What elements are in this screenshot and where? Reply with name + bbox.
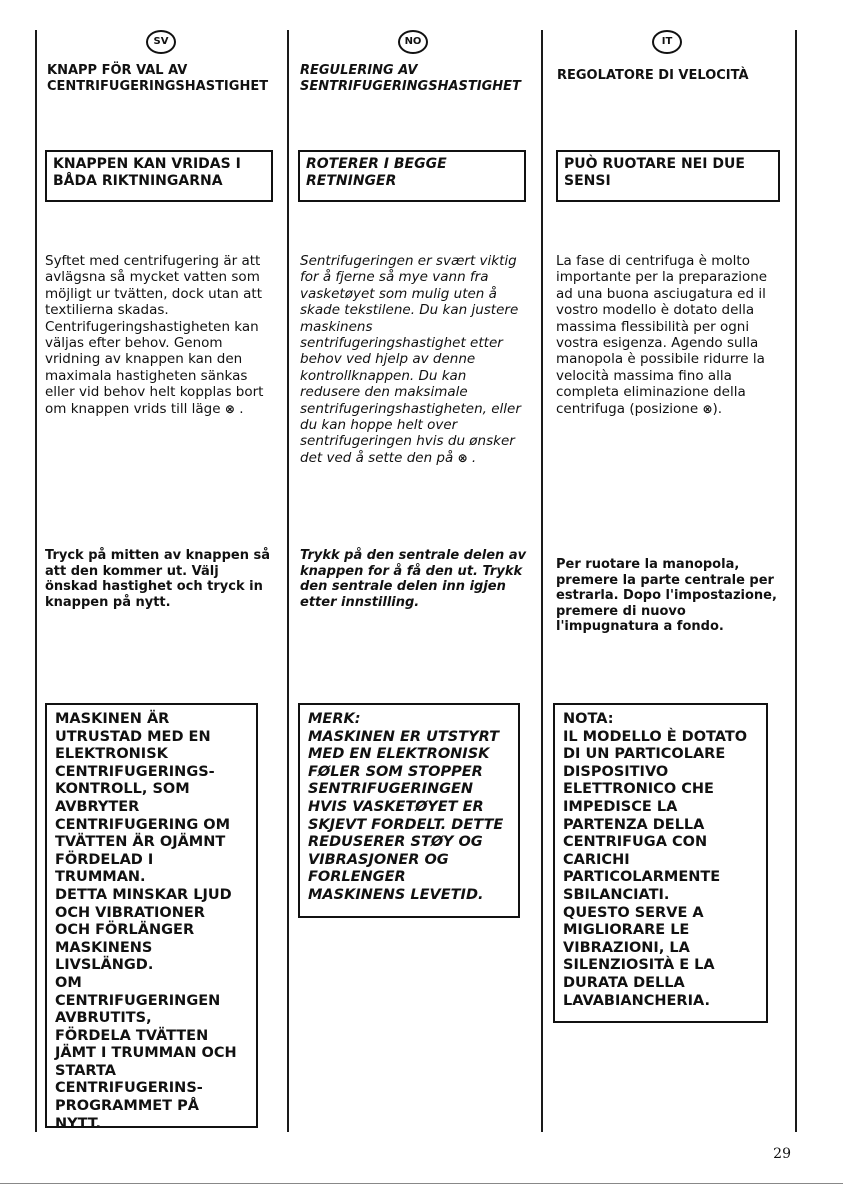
- instruction-no: Trykk på den sentrale delen av knappen for å få den ut. Trykk den sentrale delen inn igjen etter innstilling.: [300, 548, 527, 610]
- note-line: OCH FÖRLÄNGER: [55, 922, 195, 939]
- note-line: FØLER SOM STOPPER: [308, 763, 483, 780]
- note-line: VIBRASJONER OG: [308, 851, 449, 868]
- body-text-it: [556, 253, 786, 417]
- note-line: CENTRIFUGERINS-: [55, 1080, 203, 1097]
- note-line: DETTA MINSKAR LJUD: [55, 886, 232, 903]
- no-spin-icon: ⊗: [702, 401, 713, 416]
- note-line: FORLENGER: [308, 869, 406, 886]
- column-divider-middle-left: [287, 30, 289, 1132]
- note-line: IMPEDISCE LA: [563, 798, 678, 815]
- note-line: REDUSERER STØY OG: [308, 834, 483, 851]
- note-line: TVÄTTEN ÄR OJÄMNT: [55, 834, 226, 851]
- box-title-no: ROTERER I BEGGE RETNINGER: [298, 150, 526, 202]
- note-line: CENTRIFUGERINGEN: [55, 992, 221, 1009]
- box-title-sv: KNAPPEN KAN VRIDAS I BÅDA RIKTNINGARNA: [45, 150, 273, 202]
- column-divider-right: [795, 30, 797, 1132]
- note-line: FÖRDELAD I TRUMMAN.: [55, 851, 154, 886]
- note-box-sv: [45, 703, 258, 1132]
- language-badge-no: NO: [398, 30, 428, 54]
- note-line: KONTROLL, SOM: [55, 781, 190, 798]
- no-spin-icon: ⊗: [224, 401, 235, 416]
- note-line: JÄMT I TRUMMAN OCH: [55, 1045, 237, 1062]
- note-line: DI UN PARTICOLARE: [563, 746, 726, 763]
- note-line: SENTRIFUGERINGEN: [308, 781, 474, 798]
- note-line: OM: [55, 974, 82, 991]
- note-line: DISPOSITIVO: [563, 763, 669, 780]
- note-line: VIBRAZIONI, LA: [563, 939, 690, 956]
- language-badge-sv: SV: [146, 30, 176, 54]
- note-line: UTRUSTAD MED EN: [55, 728, 211, 745]
- language-badge-it: IT: [652, 30, 682, 54]
- no-spin-icon: ⊗: [457, 450, 468, 465]
- note-line: ELEKTRONISK: [55, 746, 168, 763]
- note-line: PARTICOLARMENTE: [563, 869, 721, 886]
- body-text-sv: Syftet med centrifugering är att avlägsna så mycket vatten som möjligt ur tvätten, dock utan att textilierna skadas. Centrifugeringshastigheten kan väljas efter behov. Genom vridning av knappen kan den maximala hastigheten sänkas eller vid behov helt kopplas bort om knappen vrids till läge ⊗ .: [45, 253, 264, 417]
- note-line: AVBRUTITS,: [55, 1010, 152, 1027]
- note-line: ELETTRONICO CHE: [563, 781, 714, 798]
- note-line: CARICHI: [563, 851, 630, 868]
- note-line: DURATA DELLA: [563, 974, 685, 991]
- note-line: SKJEVT FORDELT. DETTE: [308, 816, 504, 833]
- note-line: CENTRIFUGA CON: [563, 834, 708, 851]
- body-text-it-end: ).: [712, 400, 723, 417]
- note-line: MED EN ELEKTRONISK: [308, 746, 490, 763]
- note-line: SBILANCIATI.: [563, 886, 670, 903]
- note-line: HVIS VASKETØYET ER: [308, 798, 484, 815]
- note-line: MASKINENS: [55, 939, 153, 956]
- note-line: STARTA: [55, 1062, 116, 1079]
- heading-sv: KNAPP FÖR VAL AV CENTRIFUGERINGSHASTIGHET: [47, 63, 269, 94]
- note-line: LIVSLÄNGD.: [55, 957, 154, 974]
- note-line: PARTENZA DELLA: [563, 816, 705, 833]
- note-line: AVBRYTER: [55, 798, 140, 815]
- note-line: SILENZIOSITÀ E LA: [563, 957, 715, 974]
- note-line: IL MODELLO È DOTATO: [563, 728, 748, 745]
- column-divider-middle-right: [541, 30, 543, 1132]
- body-text-no-content: Sentrifugeringen er svært viktig for å fjerne så mye vann fra vasketøyet som mulig uten å skade tekstilene. Du kan justere maskinens sentrifugeringshastighet etter behov ved hjelp av denne kontrollknappen. Du kan redusere den maksimale sentrifugeringshastigheten, eller du kan hoppe helt over sentrifugeringen hvis du ønsker det ved å sette den på: [300, 253, 521, 466]
- body-text-it-content: La fase di centrifuga è molto importante per la preparazione ad una buona asciugatura ed il vostro modello è dotato della massima flessibilità per ogni vostra esigenza. Agendo sulla manopola è possibile ridurre la velocità massima fino alla completa eliminazione della centrifuga (posizione: [556, 253, 768, 417]
- body-text-sv-content: Syftet med centrifugering är att avlägsna så mycket vatten som möjligt ur tvätten, dock utan att textilierna skadas. Centrifugeringshastigheten kan väljas efter behov. Genom vridning av knappen kan den maximala hastigheten sänkas eller vid behov helt kopplas bort om knappen vrids till läge: [45, 253, 264, 417]
- box-title-it: PUÒ RUOTARE NEI DUE SENSI: [556, 150, 780, 202]
- note-box-no: [298, 703, 520, 918]
- heading-no: REGULERING AV SENTRIFUGERINGSHASTIGHET: [300, 63, 521, 94]
- instruction-sv: Tryck på mitten av knappen så att den kommer ut. Välj önskad hastighet och tryck in knappen på nytt.: [45, 548, 270, 610]
- note-line: OCH VIBRATIONER: [55, 904, 205, 921]
- note-line: NOTA:: [563, 711, 614, 727]
- note-line: FÖRDELA TVÄTTEN: [55, 1027, 209, 1044]
- note-line: LAVABIANCHERIA.: [563, 992, 710, 1009]
- note-line: PROGRAMMET PÅ NYTT.: [55, 1098, 199, 1132]
- note-box-it: [553, 703, 768, 1023]
- instruction-it: Per ruotare la manopola, premere la parte centrale per estrarla. Dopo l'impostazione, premere di nuovo l'impugnatura a fondo.: [556, 557, 777, 634]
- footer-rule: [0, 1183, 843, 1184]
- note-line: CENTRIFUGERING OM: [55, 816, 231, 833]
- note-line: CENTRIFUGERINGS-: [55, 763, 215, 780]
- note-line: MASKINEN ÄR: [55, 711, 170, 727]
- body-text-no: Sentrifugeringen er svært viktig for å fjerne så mye vann fra vasketøyet som mulig uten å skade tekstilene. Du kan justere maskinens sentrifugeringshastighet etter behov ved hjelp av denne kontrollknappen. Du kan redusere den maksimale sentrifugeringshastigheten, eller du kan hoppe helt over sentrifugeringen hvis du ønsker det ved å sette den på ⊗ .: [300, 253, 521, 466]
- column-divider-left: [35, 30, 37, 1132]
- note-line: QUESTO SERVE A: [563, 904, 704, 921]
- note-line: MASKINEN ER UTSTYRT: [308, 728, 499, 745]
- note-line: MERK:: [308, 711, 361, 727]
- heading-it: REGOLATORE DI VELOCITÀ: [557, 68, 749, 83]
- note-line: MIGLIORARE LE: [563, 922, 690, 939]
- note-line: MASKINENS LEVETID.: [308, 886, 484, 903]
- page-number: 29: [773, 1146, 791, 1162]
